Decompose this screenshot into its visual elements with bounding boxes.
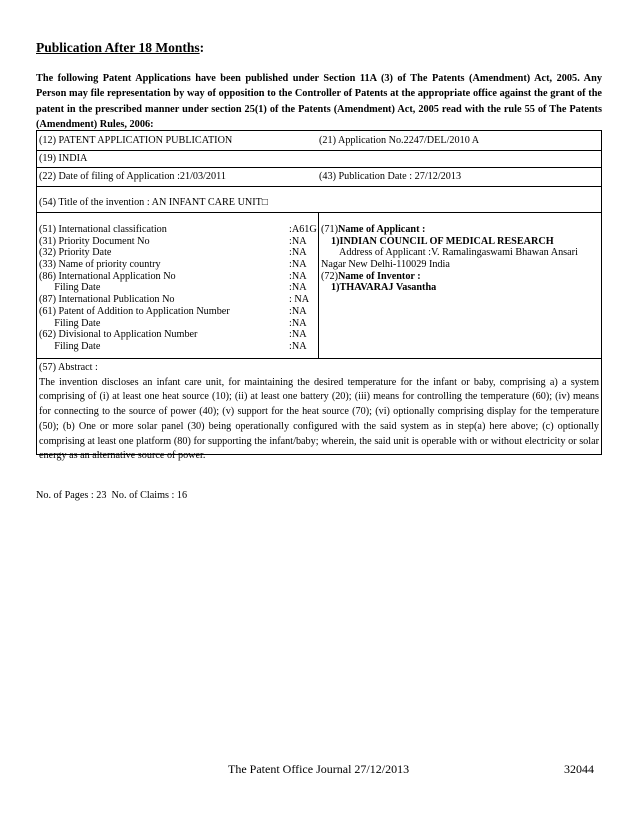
abstract-content xyxy=(39,361,599,464)
application-number: (21) Application No.2247/DEL/2010 A xyxy=(319,135,480,146)
publication-type: (12) PATENT APPLICATION PUBLICATION xyxy=(39,135,233,146)
column-divider xyxy=(318,213,319,358)
classification-value: :A61G xyxy=(289,224,317,235)
filing-date: (22) Date of filing of Application :21/03/2011 xyxy=(39,171,226,182)
applicant-address-line1: Address of Applicant :V. Ramalingaswami Bhawan Ansari xyxy=(339,247,578,259)
classification-item xyxy=(39,282,317,294)
inventor-heading-text: Name of Inventor : xyxy=(337,270,421,282)
classification-item xyxy=(39,329,317,341)
classification-value: :NA xyxy=(289,235,307,247)
classification-list xyxy=(39,224,317,353)
applicant-block xyxy=(321,224,599,294)
classification-label: (86) International Application No xyxy=(39,270,176,282)
classification-item xyxy=(39,271,317,283)
classification-item xyxy=(39,306,317,318)
heading-colon: : xyxy=(199,40,205,55)
classification-value: :NA xyxy=(289,305,307,317)
classification-value: :NA xyxy=(289,247,307,259)
classification-item xyxy=(39,341,317,353)
classification-value: :NA xyxy=(289,340,307,352)
classification-label: (31) Priority Document No xyxy=(39,235,150,247)
classification-item xyxy=(39,224,317,236)
classification-item xyxy=(39,259,317,271)
row-title xyxy=(37,186,601,212)
row-dates xyxy=(37,167,601,187)
classification-label: (61) Patent of Addition to Application Number xyxy=(39,305,230,317)
publication-info-box xyxy=(36,130,602,213)
heading-text: Publication After 18 Months xyxy=(36,40,200,55)
abstract-label: (57) Abstract : xyxy=(39,362,98,373)
invention-title: (54) Title of the invention : AN INFANT CARE UNIT□ xyxy=(39,197,269,208)
classification-label: (87) International Publication No xyxy=(39,294,175,306)
row-type-appno xyxy=(37,131,601,151)
applicant-heading-text: Name of Applicant : xyxy=(337,224,426,235)
country: (19) INDIA xyxy=(39,153,88,164)
classification-value: :NA xyxy=(289,270,307,282)
classification-label: Filing Date xyxy=(39,282,101,294)
abstract-box xyxy=(36,358,602,462)
classification-value: : NA xyxy=(289,294,310,306)
classification-item xyxy=(39,247,317,259)
classification-value: :NA xyxy=(289,329,307,341)
applicant-heading xyxy=(321,224,599,236)
intro-paragraph: The following Patent Applications have been published under Section 11A (3) of The Patents (Amendment) Act, 2005. Any Person may file representation by way of opposition to the Controller of Patents at the appropriate office against the grant of the patent in the prescribed manner under section 25(1) of the Patents (Amendment) Act, 2005 read with the rule 55 of The Patents (Amendment) Rules, 2006: xyxy=(36,73,602,131)
pages-and-claims: No. of Pages : 23 No. of Claims : 16 xyxy=(36,490,188,501)
classification-label: (32) Priority Date xyxy=(39,247,112,259)
classification-label: (33) Name of priority country xyxy=(39,259,161,271)
inventor-heading xyxy=(321,271,599,283)
classification-label: (62) Divisional to Application Number xyxy=(39,329,198,341)
page-number: 32044 xyxy=(564,762,594,776)
classification-value: :NA xyxy=(289,317,307,329)
journal-title: The Patent Office Journal 27/12/2013 xyxy=(228,762,410,776)
classification-label: (51) International classification xyxy=(39,224,167,235)
classification-label: Filing Date xyxy=(39,317,101,329)
abstract-text: The invention discloses an infant care unit, for maintaining the desired temperature for the infant or baby, comprising a) a system comprising of (i) at least one heat source (10); (ii) at least one battery (20); (iii) means for controlling the temperature (60); (iv) means for connecting to the source of power (40); (v) support for the heat source (70); (vi) optionally comprising display for the temperature (50); (b) One or more solar panel (30) being operationally configured with the said system as in step(a) here above; (c) optionally comprising at least one platform (80) for supporting the infant/baby; wherein, the said unit is operable with or without electricity or solar energy as an alternative source of power. xyxy=(39,376,599,462)
classification-value: :NA xyxy=(289,259,307,271)
classification-item xyxy=(39,236,317,248)
classification-label: Filing Date xyxy=(39,340,101,352)
inventor-name: 1)THAVARAJ Vasantha xyxy=(331,282,437,294)
details-box xyxy=(36,212,602,359)
classification-value: :NA xyxy=(289,282,307,294)
publication-date: (43) Publication Date : 27/12/2013 xyxy=(319,171,462,182)
classification-item xyxy=(39,294,317,306)
applicant-heading-prefix: (71) xyxy=(321,224,338,235)
row-country xyxy=(37,150,601,168)
inventor-heading-prefix: (72) xyxy=(321,270,338,282)
classification-item xyxy=(39,318,317,330)
applicant-name: 1)INDIAN COUNCIL OF MEDICAL RESEARCH xyxy=(331,235,554,247)
applicant-address-line2: Nagar New Delhi-110029 India xyxy=(321,259,450,271)
page-heading xyxy=(36,40,204,56)
